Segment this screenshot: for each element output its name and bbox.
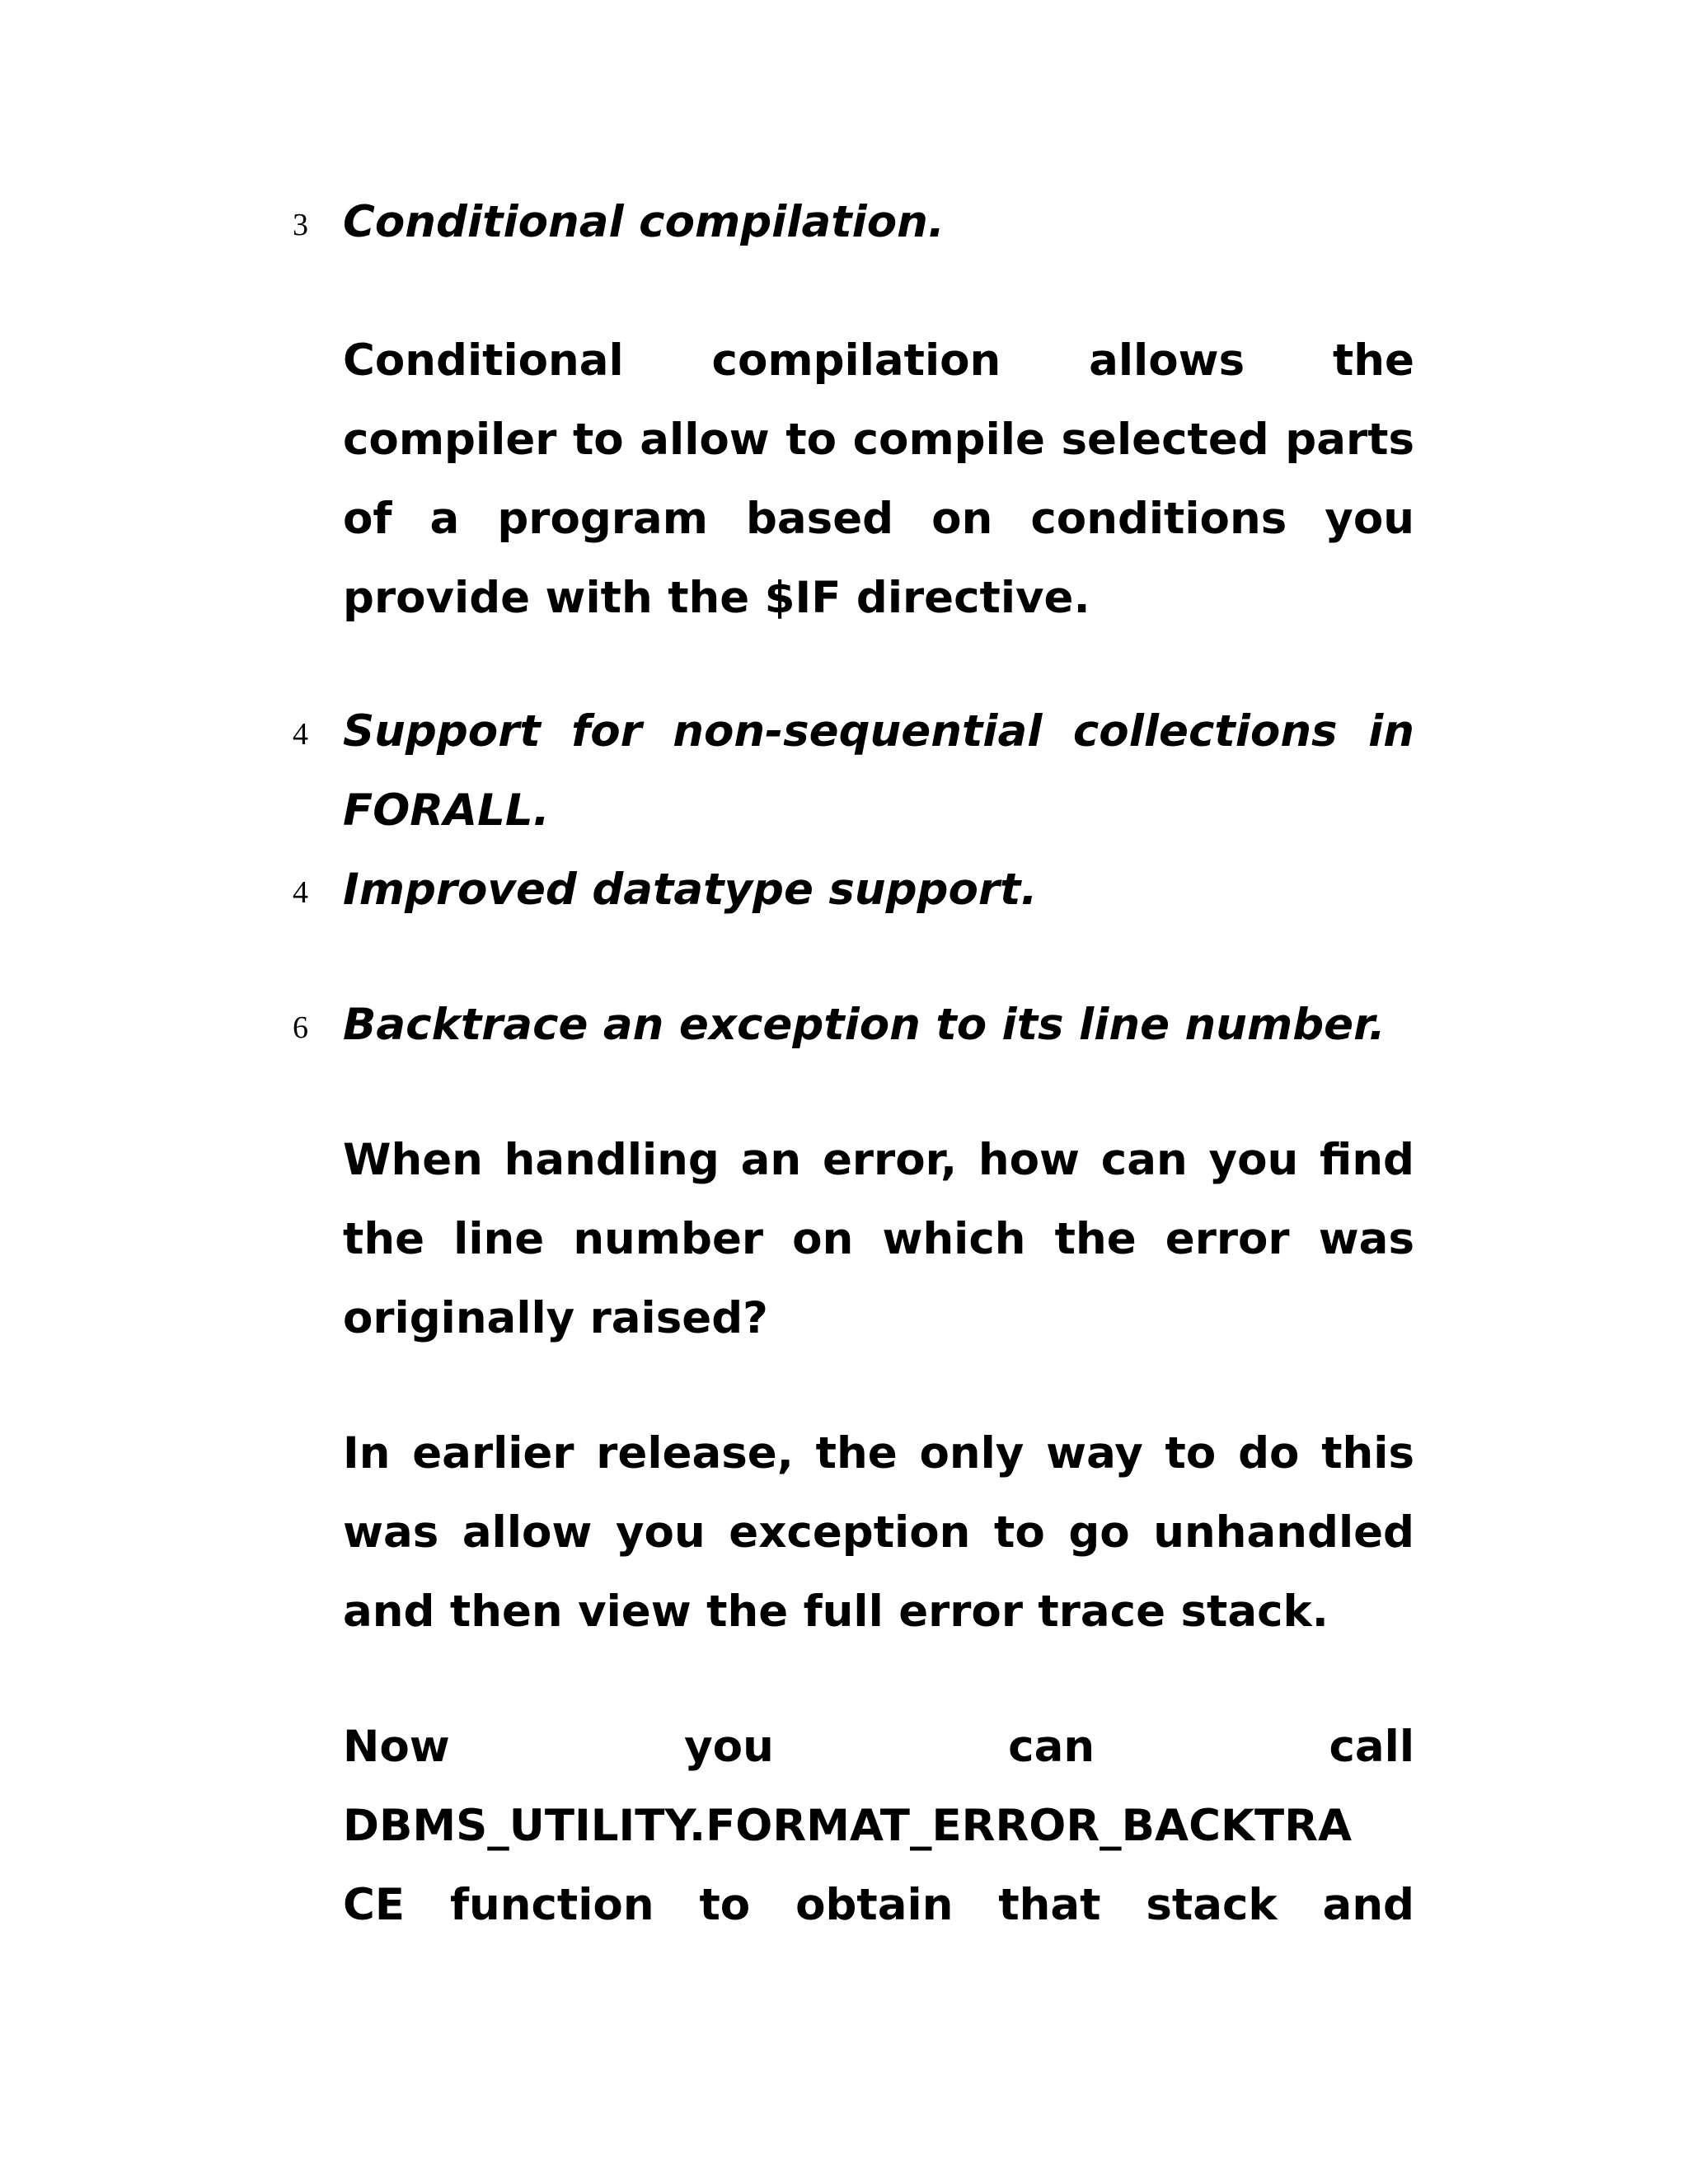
text-line: DBMS_UTILITY.FORMAT_ERROR_BACKTRA [343,1801,1353,1851]
list-marker: 4 [293,717,308,752]
list-marker: 6 [293,1010,308,1045]
paragraph-backtrace-earlier: In earlier release, the only way to do this was allow you exception to go unhandled and then view the full error trace stack. [343,1428,1414,1637]
list-marker: 4 [293,875,308,910]
section-heading: Support for non-sequential collections in FORALL. [343,706,1414,836]
paragraph-conditional-compilation: Conditional compilation allows the compiler to allow to compile selected parts of a program based on conditions you provide with the $IF directive. [343,335,1414,623]
text-line: CE function to obtain that stack and [343,1880,1414,1930]
paragraph-backtrace-now [343,1708,1414,1945]
list-marker: 3 [293,208,308,242]
section-heading: Conditional compilation. [343,197,945,247]
text-line: Now you can call [343,1722,1414,1772]
paragraph-backtrace-question: When handling an error, how can you find the line number on which the error was originally raised? [343,1135,1414,1343]
section-heading: Backtrace an exception to its line number. [343,1000,1386,1050]
section-heading: Improved datatype support. [343,865,1038,915]
